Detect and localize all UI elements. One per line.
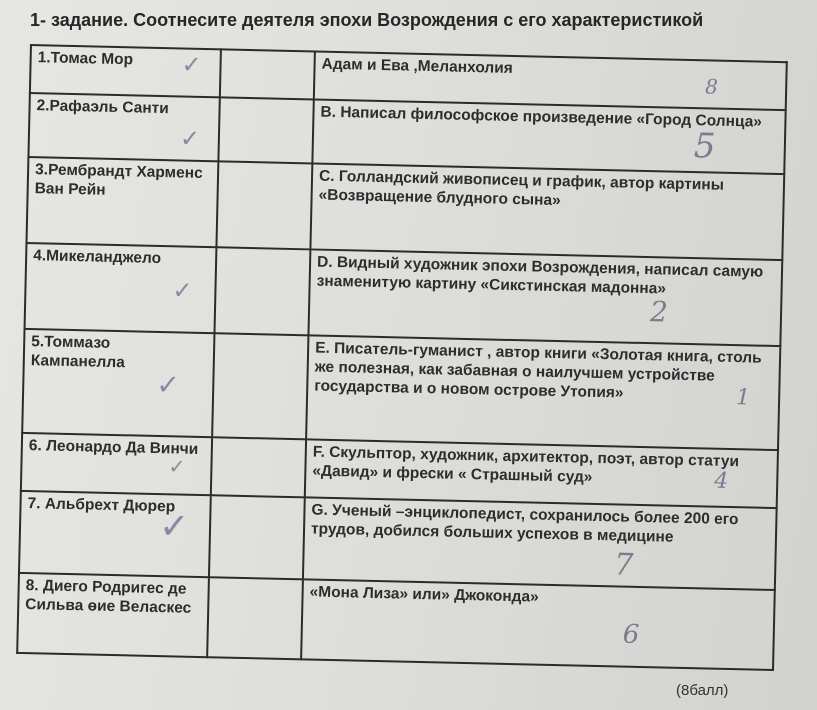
table-row <box>22 329 780 450</box>
answer-cell <box>207 577 303 659</box>
handwritten-answer: 2 <box>649 295 669 329</box>
characteristic-text <box>312 99 785 174</box>
answer-cell <box>155 333 308 439</box>
handwritten-answer: 1 <box>735 385 751 411</box>
answer-cell <box>181 49 315 99</box>
characteristic-label: D. Видный художник эпохи Возрождения, написал самую знаменитую картину «Сикстинская мадонна» <box>316 253 764 298</box>
characteristic-text <box>305 439 778 508</box>
handwritten-answer: 7 <box>613 547 634 583</box>
handwritten-answer: 5 <box>693 126 716 167</box>
handwritten-answer: 8 <box>704 74 719 99</box>
characteristic-text <box>303 497 777 590</box>
characteristic-label: «Мона Лиза» или» Джоконда» <box>309 583 539 606</box>
characteristic-label: G. Ученый –энциклопедист, сохранилось более 200 его трудов, добился больших успехов в медицине <box>310 501 739 546</box>
task-title: 1- задание. Соотнесите деятеля эпохи Возрождения с его характеристикой <box>30 10 704 30</box>
handwritten-answer: 4 <box>713 468 729 494</box>
answer-cell <box>179 97 313 163</box>
check-mark-icon: ✓ <box>172 276 193 305</box>
table-row <box>17 573 775 670</box>
characteristic-label: Адам и Ева ,Меланхолия <box>321 55 514 77</box>
figure-name: 2.Рафаэль Санти <box>28 93 219 161</box>
handwritten-answer: 6 <box>622 619 640 650</box>
characteristic-text <box>306 335 780 450</box>
figure-name: 6. Леонардо Да Винчи <box>21 433 212 495</box>
characteristic-text: C. Голландский живописец и график, автор картины «Возвращение блудного сына» <box>310 163 784 260</box>
score-label: (8балл) <box>676 682 729 699</box>
check-mark-icon: ✓ <box>181 50 203 79</box>
characteristic-label: E. Писатель-гуманист , автор книги «Золотая книга, столь же полезная, как забавная о наилучшем устройстве государства и о новом острове Утопия» <box>314 339 762 402</box>
answer-cell <box>172 247 311 335</box>
characteristic-text <box>301 579 775 670</box>
figure-name: 1.Томас Мор <box>30 45 221 97</box>
characteristic-label: B. Написал философское произведение «Город Солнца» <box>320 103 763 131</box>
characteristic-text <box>308 249 782 346</box>
check-mark-icon: ✓ <box>179 124 201 153</box>
check-mark-icon: ✓ <box>158 506 190 548</box>
answer-cell <box>168 437 306 497</box>
answer-cell <box>158 495 305 579</box>
check-mark-icon: ✓ <box>168 454 186 479</box>
answer-cell <box>216 161 312 249</box>
figure-name: 8. Диего Родригес де Сильва өие Веласкес <box>17 573 209 657</box>
matching-table <box>16 44 788 671</box>
figure-name: 4.Микеланджело <box>25 243 217 333</box>
figure-name: 5.Томмазо Кампанелла <box>22 329 214 437</box>
figure-name: 3.Рембрандт Харменс Ван Рейн <box>26 157 218 247</box>
check-mark-icon: ✓ <box>155 367 181 402</box>
characteristic-label: F. Скульптор, художник, архитектор, поэт, автор статуи «Давид» и фрески « Страшный суд» <box>312 443 740 486</box>
figure-name: 7. Альбрехт Дюрер <box>19 491 211 577</box>
